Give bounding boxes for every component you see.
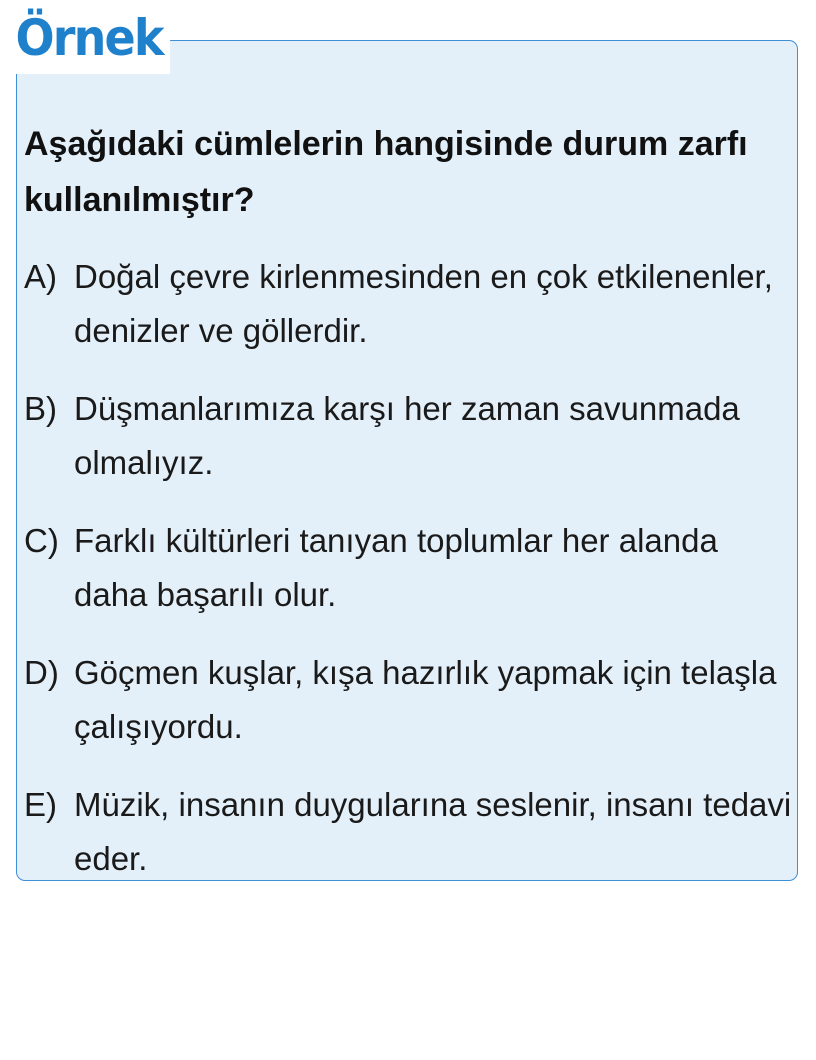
option-text: Göçmen kuşlar, kışa hazırlık yapmak için telaşla çalışıyordu. [74,654,777,745]
option-d[interactable] [24,646,794,754]
option-letter: C) [24,522,59,559]
option-letter: B) [24,390,57,427]
option-e[interactable] [24,778,794,886]
option-b[interactable] [24,382,794,490]
option-c[interactable] [24,514,794,622]
option-letter: D) [24,654,59,691]
example-heading: Örnek [10,2,170,74]
option-letter: A) [24,258,57,295]
option-text: Farklı kültürleri tanıyan toplumlar her alanda daha başarılı olur. [74,522,718,613]
option-a[interactable] [24,250,794,358]
option-text: Düşmanlarımıza karşı her zaman savunmada olmalıyız. [74,390,740,481]
question-text: Aşağıdaki cümlelerin hangisinde durum zarfı kullanılmıştır? [24,125,748,219]
option-letter: E) [24,786,57,823]
option-text: Doğal çevre kirlenmesinden en çok etkilenenler, denizler ve göllerdir. [74,258,773,349]
answer-options [24,250,794,910]
option-text: Müzik, insanın duygularına seslenir, insanı tedavi eder. [74,786,792,877]
